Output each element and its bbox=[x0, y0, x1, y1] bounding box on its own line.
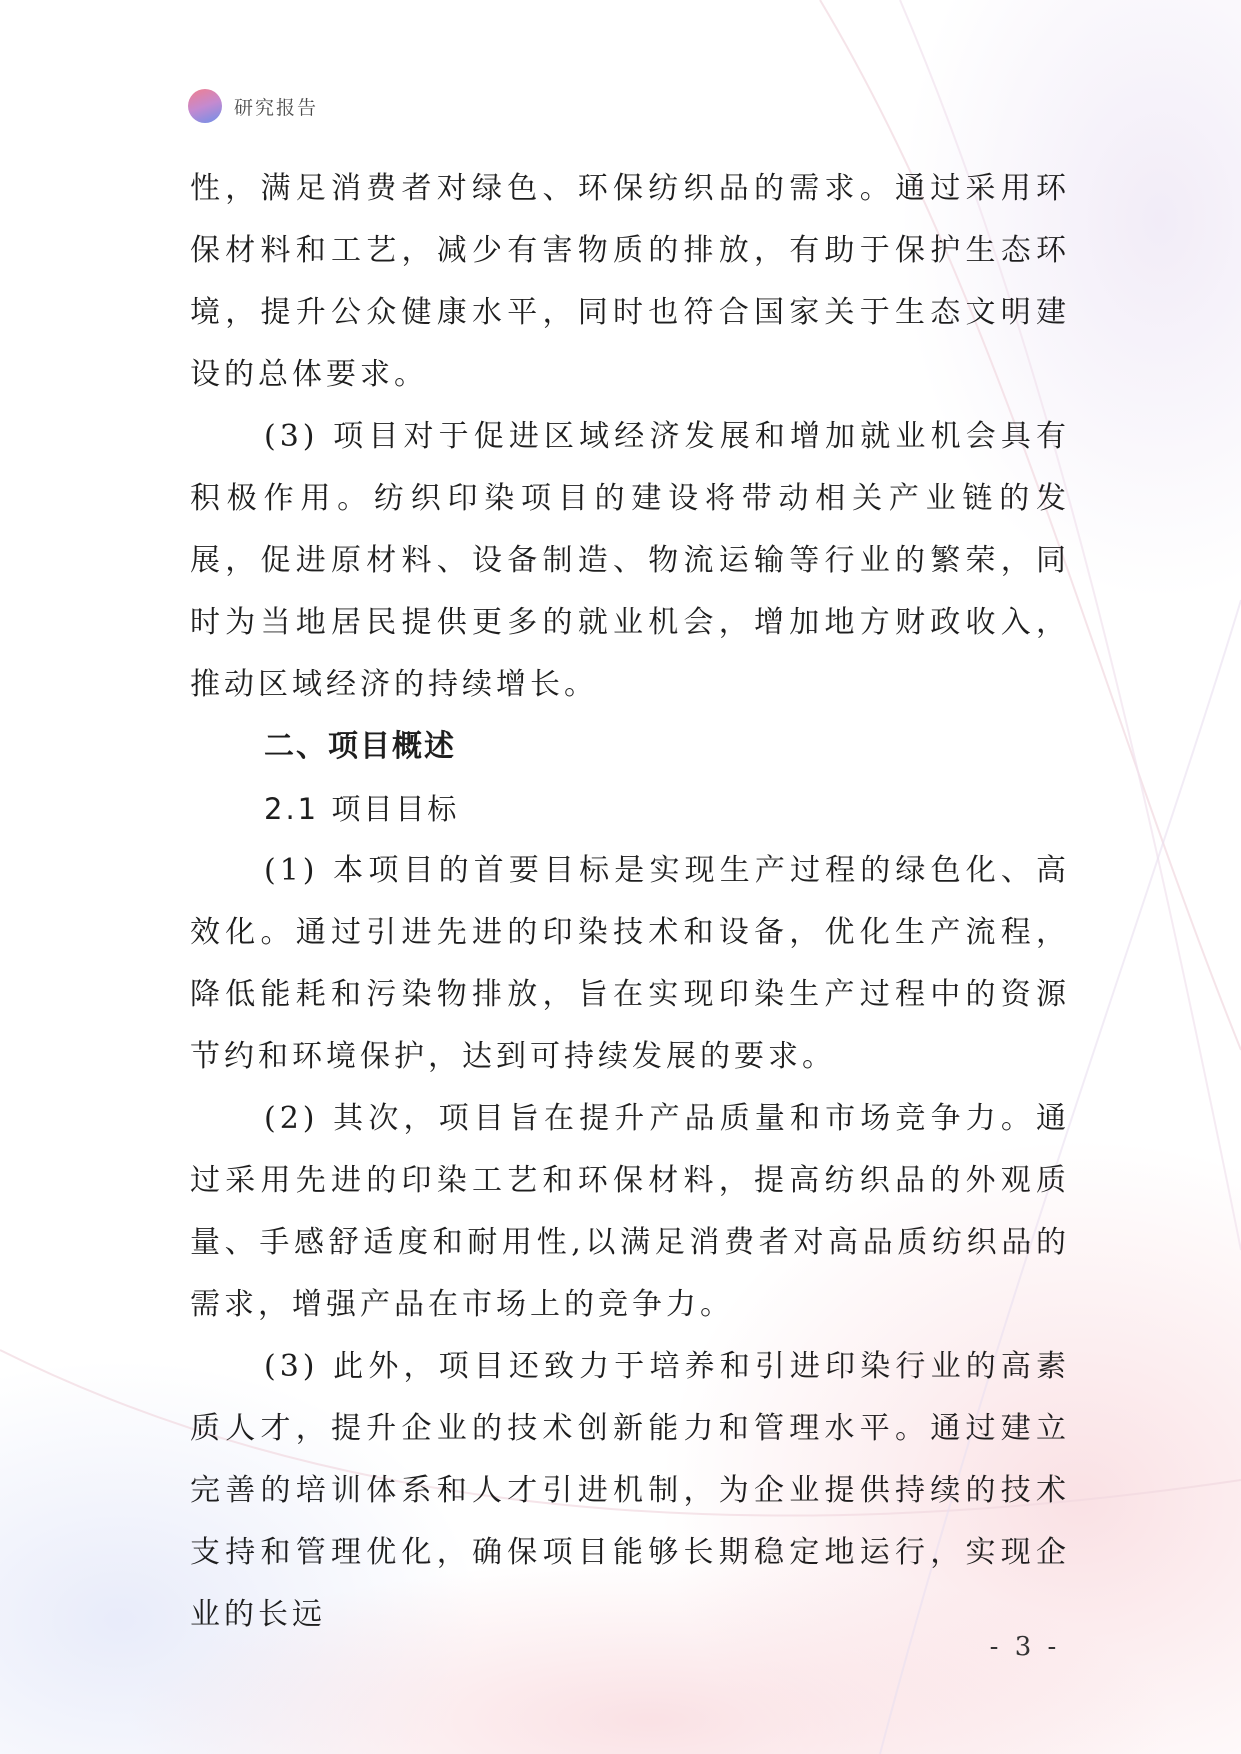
report-header bbox=[188, 88, 318, 124]
paragraph-item-1-goal: (1) 本项目的首要目标是实现生产过程的绿色化、高效化。通过引进先进的印染技术和设备，优化生产流程，降低能耗和污染物排放，旨在实现印染生产过程中的资源节约和环境保护，达到可持续发展的要求。 bbox=[190, 853, 1070, 1074]
paragraph-item-2-quality: (2) 其次，项目旨在提升产品质量和市场竞争力。通过采用先进的印染工艺和环保材料，提高纺织品的外观质量、手感舒适度和耐用性,以满足消费者对高品质纺织品的需求，增强产品在市场上的竞争力。 bbox=[190, 1101, 1070, 1322]
document-body bbox=[190, 158, 1070, 1646]
page-number: - 3 - bbox=[989, 1632, 1061, 1662]
paragraph-item-3-economy: (3) 项目对于促进区域经济发展和增加就业机会具有积极作用。纺织印染项目的建设将带动相关产业链的发展，促进原材料、设备制造、物流运输等行业的繁荣，同时为当地居民提供更多的就业机会，增加地方财政收入，推动区域经济的持续增长。 bbox=[190, 419, 1070, 702]
header-label: 研究报告 bbox=[234, 96, 319, 119]
section-heading: 二、项目概述 bbox=[264, 729, 456, 764]
subsection-heading: 2.1 项目目标 bbox=[264, 792, 460, 826]
logo-circle-icon bbox=[188, 89, 222, 123]
paragraph-item-3-talent: (3) 此外，项目还致力于培养和引进印染行业的高素质人才，提升企业的技术创新能力和管理水平。通过建立完善的培训体系和人才引进机制，为企业提供持续的技术支持和管理优化，确保项目能够长期稳定地运行，实现企业的长远 bbox=[190, 1349, 1070, 1632]
paragraph-continuation: 性，满足消费者对绿色、环保纺织品的需求。通过采用环保材料和工艺，减少有害物质的排放，有助于保护生态环境，提升公众健康水平，同时也符合国家关于生态文明建设的总体要求。 bbox=[190, 171, 1070, 392]
